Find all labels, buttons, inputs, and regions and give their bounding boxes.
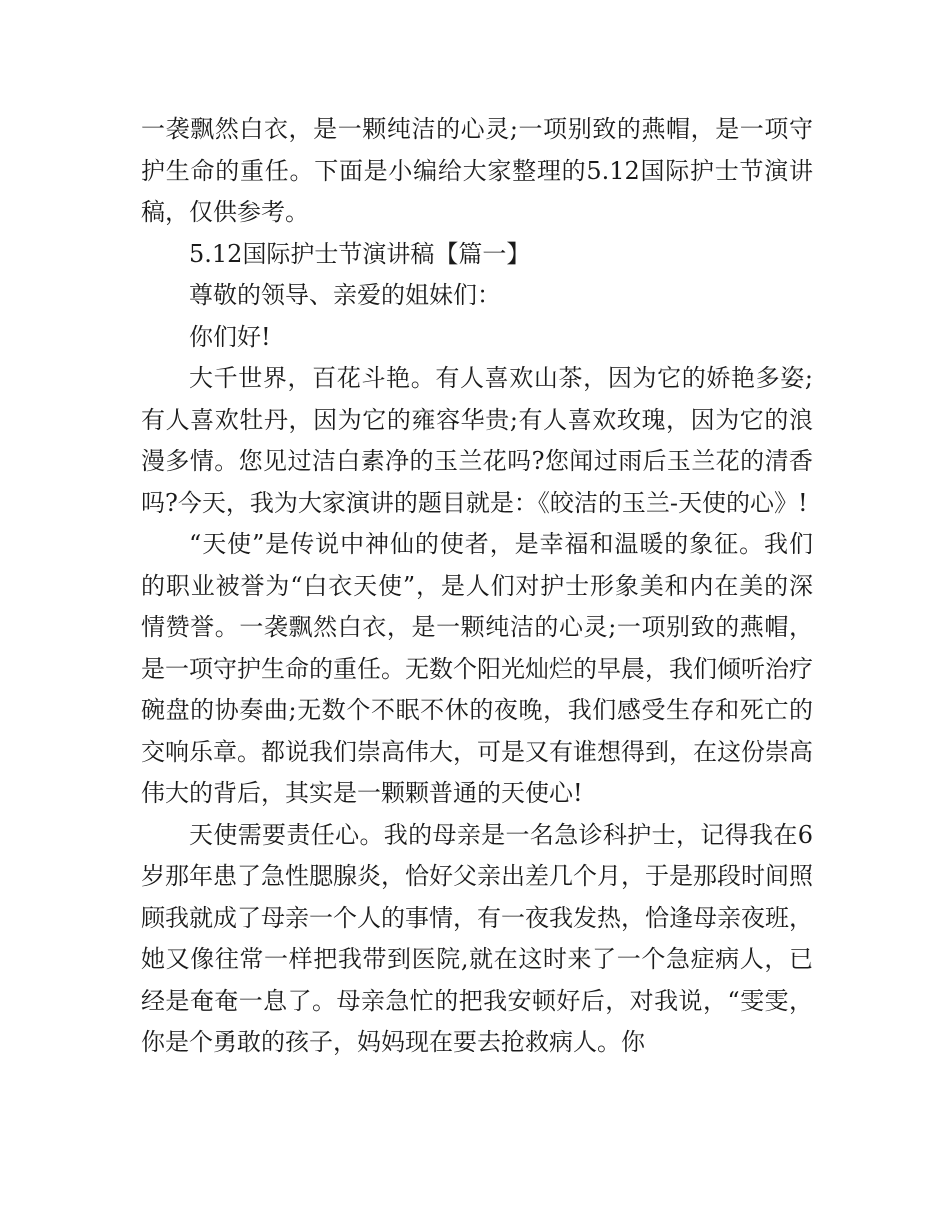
body-paragraph: “天使”是传说中神仙的使者，是幸福和温暖的象征。我们的职业被誉为“白衣天使”，是人们对护士形象美和内在美的深情赞誉。一袭飘然白衣，是一颗纯洁的心灵;一项别致的燕帽，是一项守护生命的重任。无数个阳光灿烂的早晨，我们倾听治疗碗盘的协奏曲;无数个不眠不休的夜晚，我们感受生存和死亡的交响乐章。都说我们崇高伟大，可是又有谁想得到，在这份崇高伟大的背后，其实是一颗颗普通的天使心! [141, 530, 813, 807]
salutation: 尊敬的领导、亲爱的姐妹们： [189, 281, 501, 309]
section-heading: 5.12国际护士节演讲稿【篇一】 [189, 239, 531, 268]
body-paragraph: 天使需要责任心。我的母亲是一名急诊科护士，记得我在6岁那年患了急性腮腺炎，恰好父亲出差几个月，于是那段时间照顾我就成了母亲一个人的事情，有一夜我发热，恰逢母亲夜班，她又像往常一样把我带到医院,就在这时来了一个急症病人，已经是奄奄一息了。母亲急忙的把我安顿好后，对我说，“雯雯，你是个勇敢的孩子，妈妈现在要去抢救病人。你 [141, 820, 813, 1056]
document-body [141, 109, 813, 1064]
intro-paragraph: 一袭飘然白衣，是一颗纯洁的心灵;一项别致的燕帽，是一项守护生命的重任。下面是小编给大家整理的5.12国际护士节演讲稿，仅供参考。 [141, 115, 813, 226]
body-paragraph: 大千世界，百花斗艳。有人喜欢山茶，因为它的娇艳多姿;有人喜欢牡丹，因为它的雍容华贵;有人喜欢玫瑰，因为它的浪漫多情。您见过洁白素净的玉兰花吗?您闻过雨后玉兰花的清香吗?今天，我为大家演讲的题目就是：《皎洁的玉兰-天使的心》! [141, 364, 813, 517]
greeting: 你们好! [189, 322, 271, 351]
